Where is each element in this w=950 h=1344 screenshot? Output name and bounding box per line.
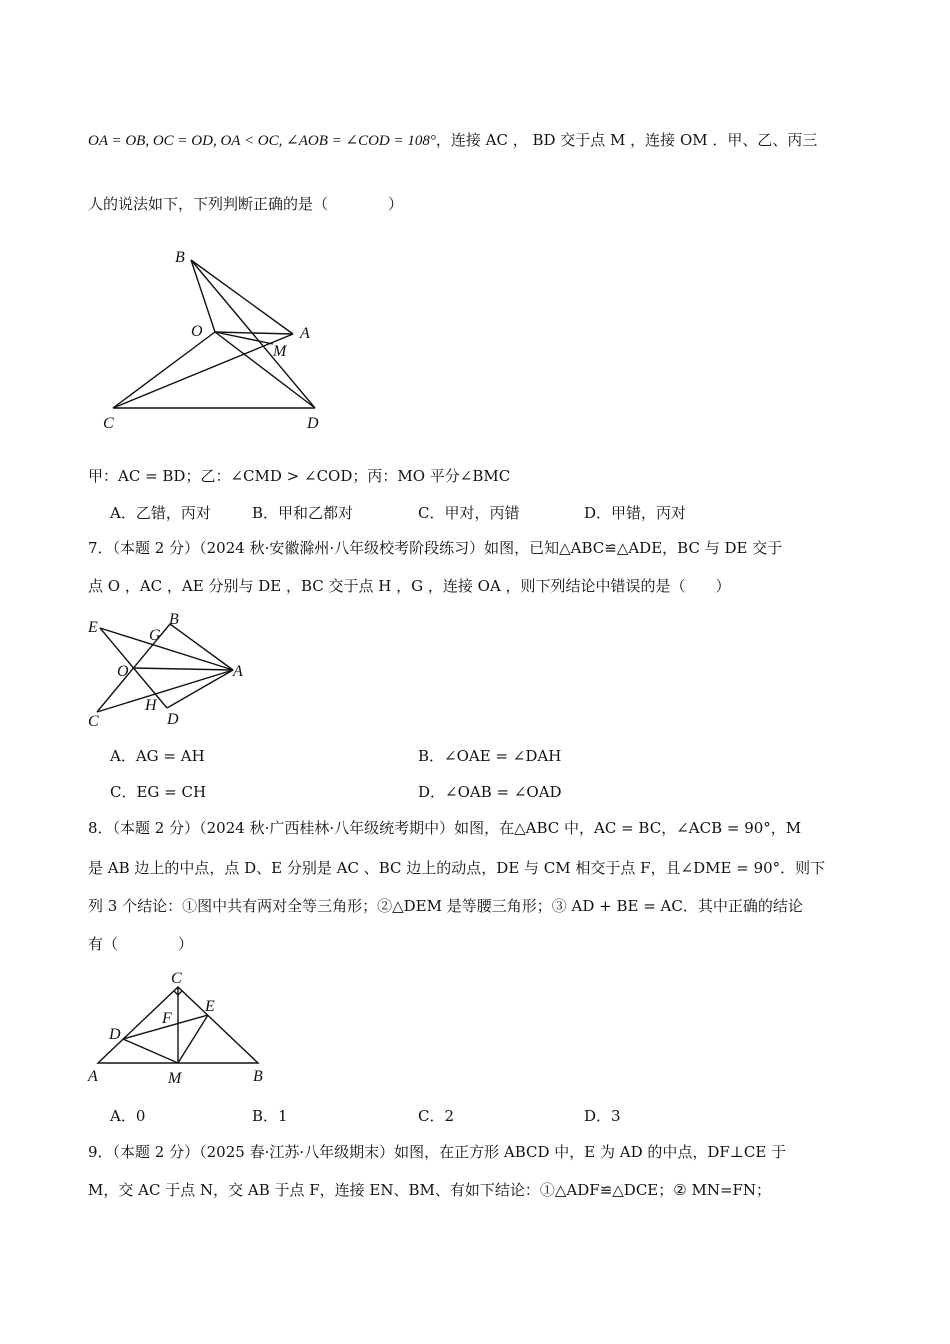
q6-label-B: B: [175, 249, 185, 266]
q6-option-c[interactable]: C．甲对，丙错: [418, 504, 520, 522]
q7-seg-DA: [167, 670, 233, 708]
q7-label-C: C: [88, 713, 99, 730]
q7-label-A: A: [233, 663, 243, 680]
q7-label-B: B: [169, 611, 179, 628]
q6-seg-OA: [215, 332, 293, 334]
q6-option-d[interactable]: D．甲错，丙对: [584, 504, 687, 522]
q8-option-c[interactable]: C．2: [418, 1107, 455, 1125]
q6-line-1: [88, 130, 817, 151]
q8-label-B: B: [253, 1068, 263, 1085]
q8-figure: [85, 965, 275, 1095]
q8-label-D: D: [109, 1026, 121, 1043]
q6-seg-BD: [191, 260, 315, 408]
q6-label-C: C: [103, 415, 114, 432]
q8-seg-DM: [123, 1039, 178, 1063]
q8-option-a[interactable]: A．0: [110, 1107, 146, 1125]
q8-label-E: E: [205, 998, 215, 1015]
q7-option-c[interactable]: C．EG = CH: [110, 783, 207, 801]
q8-line-3: 列 3 个结论：①图中共有两对全等三角形；②△DEM 是等腰三角形；③ AD + BE = AC．其中正确的结论: [88, 897, 803, 915]
q6-label-O: O: [191, 323, 203, 340]
q8-line-4: 有（ ）: [88, 935, 194, 953]
q9-line-1: 9．（本题 2 分）（2025 春·江苏·八年级期末）如图，在正方形 ABCD 中，E 为 AD 的中点，DF⊥CE 于: [88, 1143, 787, 1161]
q6-label-M: M: [273, 343, 287, 360]
q6-seg-BA: [191, 260, 293, 334]
q7-seg-BA: [170, 624, 233, 670]
q6-label-D: D: [307, 415, 319, 432]
q6-seg-OD: [215, 332, 315, 408]
q7-line-2: 点 O ，AC ，AE 分别与 DE ，BC 交于点 H ，G ，连接 OA ，则下列结论中错误的是（ ）: [88, 577, 731, 595]
q6-line-1-text: ，连接 AC ， BD 交于点 M ，连接 OM ．甲、乙、丙三: [435, 131, 818, 149]
q6-statements: 甲：AC = BD；乙：∠CMD > ∠COD；丙：MO 平分∠BMC: [88, 467, 511, 485]
q8-label-M: M: [168, 1070, 182, 1087]
q7-label-H: H: [145, 697, 157, 714]
q7-line-1: 7．（本题 2 分）（2024 秋·安徽滁州·八年级校考阶段练习）如图，已知△ABC≌△ADE，BC 与 DE 交于: [88, 539, 783, 557]
q7-option-d[interactable]: D．∠OAB = ∠OAD: [418, 783, 562, 801]
q7-option-b[interactable]: B．∠OAE = ∠DAH: [418, 747, 562, 765]
q7-label-O: O: [117, 663, 129, 680]
q8-line-2: 是 AB 边上的中点，点 D、E 分别是 AC 、BC 边上的动点，DE 与 CM 相交于点 F，且∠DME = 90°．则下: [88, 859, 826, 877]
q7-figure: [85, 608, 260, 733]
q7-label-G: G: [149, 627, 161, 644]
q6-seg-BO: [191, 260, 215, 332]
q6-line-2: 人的说法如下，下列判断正确的是（ ）: [88, 195, 404, 213]
q8-line-1: 8．（本题 2 分）（2024 秋·广西桂林·八年级统考期中）如图，在△ABC 中，AC = BC，∠ACB = 90°，M: [88, 819, 802, 837]
q6-option-a[interactable]: A．乙错，丙对: [110, 504, 211, 522]
q7-label-D: D: [167, 711, 179, 728]
q8-label-C: C: [171, 970, 182, 987]
q6-seg-OC: [113, 332, 215, 408]
q6-option-b[interactable]: B．甲和乙都对: [252, 504, 354, 522]
q6-math-conditions: OA = OB, OC = OD, OA < OC, ∠AOB = ∠COD = 108°: [88, 133, 436, 149]
q8-label-F: F: [162, 1010, 172, 1027]
q7-seg-OA: [133, 668, 233, 670]
q8-label-A: A: [88, 1068, 98, 1085]
q6-figure: [95, 240, 335, 440]
q9-line-2: M，交 AC 于点 N，交 AB 于点 F，连接 EN、BM、有如下结论：①△ADF≌△DCE；② MN=FN；: [88, 1181, 772, 1199]
q7-option-a[interactable]: A．AG = AH: [110, 747, 205, 765]
q8-option-b[interactable]: B．1: [252, 1107, 288, 1125]
q6-label-A: A: [300, 325, 310, 342]
q8-option-d[interactable]: D．3: [584, 1107, 621, 1125]
q7-label-E: E: [88, 619, 98, 636]
